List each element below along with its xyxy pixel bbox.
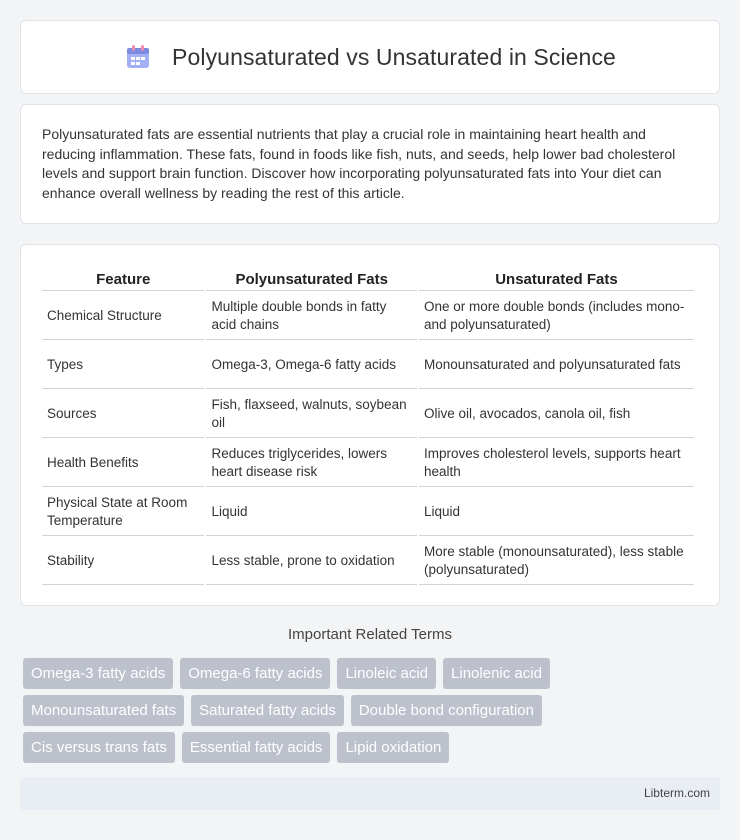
- tag-row: [23, 695, 723, 726]
- table-header-row: [42, 267, 694, 291]
- table-row: [42, 538, 694, 585]
- table-cell: Health Benefits: [42, 440, 204, 487]
- table-header-polyunsaturated: Polyunsaturated Fats: [206, 267, 416, 291]
- table-cell: Physical State at Room Temperature: [42, 489, 204, 536]
- table-cell: Monounsaturated and polyunsaturated fats: [419, 342, 694, 389]
- table-cell: Omega-3, Omega-6 fatty acids: [206, 342, 416, 389]
- table-cell: Stability: [42, 538, 204, 585]
- table-cell: Sources: [42, 391, 204, 438]
- table-row: [42, 391, 694, 438]
- table-cell: Types: [42, 342, 204, 389]
- table-row: [42, 489, 694, 536]
- intro-card: [20, 104, 720, 224]
- term-tag[interactable]: Monounsaturated fats: [23, 695, 184, 726]
- comparison-table: [40, 265, 696, 587]
- term-tag[interactable]: Saturated fatty acids: [191, 695, 344, 726]
- table-cell: Improves cholesterol levels, supports heart health: [419, 440, 694, 487]
- term-tag[interactable]: Omega-3 fatty acids: [23, 658, 173, 689]
- term-tag[interactable]: Double bond configuration: [351, 695, 542, 726]
- tag-row: [23, 732, 723, 763]
- table-cell: Reduces triglycerides, lowers heart disease risk: [206, 440, 416, 487]
- table-cell: Liquid: [419, 489, 694, 536]
- related-terms-title: Important Related Terms: [288, 626, 452, 643]
- term-tag[interactable]: Cis versus trans fats: [23, 732, 175, 763]
- tag-row: [23, 658, 723, 689]
- term-tag[interactable]: Essential fatty acids: [182, 732, 331, 763]
- term-tag[interactable]: Linoleic acid: [337, 658, 436, 689]
- table-cell: More stable (monounsaturated), less stable (polyunsaturated): [419, 538, 694, 585]
- table-row: [42, 440, 694, 487]
- term-tag[interactable]: Lipid oxidation: [337, 732, 449, 763]
- related-terms-tags: [23, 658, 723, 769]
- table-row: [42, 342, 694, 389]
- footer: [20, 777, 720, 810]
- table-cell: Fish, flaxseed, walnuts, soybean oil: [206, 391, 416, 438]
- calendar-icon: [124, 43, 152, 71]
- table-cell: Olive oil, avocados, canola oil, fish: [419, 391, 694, 438]
- table-cell: Multiple double bonds in fatty acid chains: [206, 293, 416, 340]
- table-cell: Chemical Structure: [42, 293, 204, 340]
- table-cell: Less stable, prone to oxidation: [206, 538, 416, 585]
- table-header-unsaturated: Unsaturated Fats: [419, 267, 694, 291]
- table-row: [42, 293, 694, 340]
- comparison-table-card: [20, 244, 720, 606]
- intro-text: Polyunsaturated fats are essential nutrients that play a crucial role in maintaining heart health and reducing inflammation. These fats, found in foods like fish, nuts, and seeds, help lower bad cholesterol levels and support brain function. Discover how incorporating polyunsaturated fats into Your diet can enhance overall wellness by reading the rest of this article.: [42, 126, 676, 201]
- term-tag[interactable]: Linolenic acid: [443, 658, 550, 689]
- footer-site-link[interactable]: Libterm.com: [643, 786, 710, 800]
- page-title: Polyunsaturated vs Unsaturated in Science: [172, 43, 616, 70]
- table-cell: Liquid: [206, 489, 416, 536]
- term-tag[interactable]: Omega-6 fatty acids: [180, 658, 330, 689]
- table-header-feature: Feature: [42, 267, 204, 291]
- header-card: [20, 20, 720, 94]
- table-cell: One or more double bonds (includes mono- and polyunsaturated): [419, 293, 694, 340]
